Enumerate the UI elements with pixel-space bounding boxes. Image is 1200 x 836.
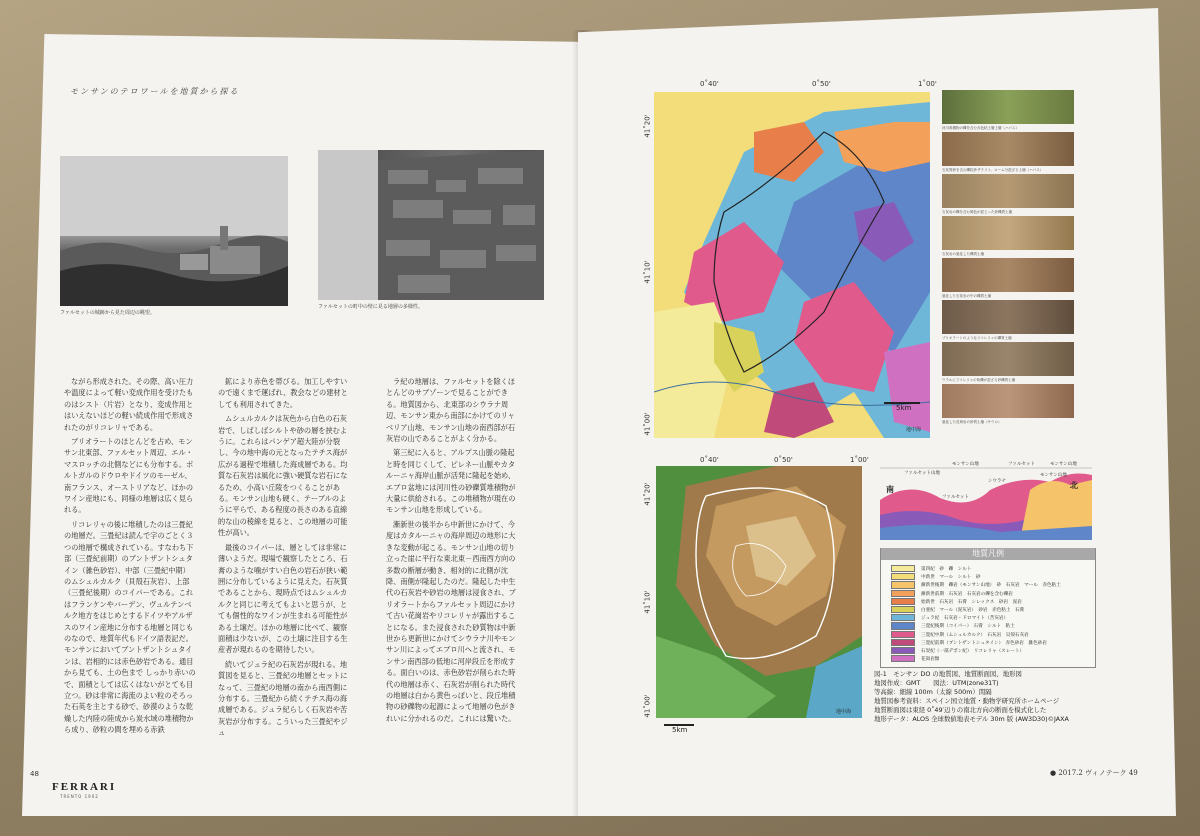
topography-map [656, 466, 862, 718]
legend-label: 中新世 マール シルト 砂 [921, 575, 981, 581]
figure-note: 等高線：細線 100m（太線 500m）間隔 [874, 688, 992, 696]
geo-map-scale-label: 5km [896, 404, 912, 412]
topo-map-scale-label: 5km [672, 726, 688, 734]
legend-item [891, 573, 981, 579]
legend-item [891, 622, 1015, 628]
legend-item [891, 598, 1022, 604]
topo-map-tick-top: 0˚50' [774, 456, 793, 464]
village-photo [60, 156, 288, 306]
geo-map-sea-label: 地中海 [906, 427, 922, 433]
paragraph: 最後のコイパーは、層としては非常に薄いようだ。現場で観察したところ、石膏のような噛がすい白色の岩石が狭い範囲に分布しているように見えた。石灰質であることから、現時点ではムシュルカルクと同じに考えてもよいと思うが、とても個性的なワインが生まれる可能性がある土壌だ。ほかの地層に比べて、観察面積は少ないが、この土壌に注目する生産者が現れるのを期待したい。 [218, 542, 348, 655]
geo-map-tick-top: 0˚40' [700, 80, 719, 88]
soil-photo-caption: ブリオラートのようなリコレリャの礫質土壌 [942, 336, 1012, 340]
topo-map-sea-label: 地中海 [836, 709, 852, 715]
topo-map-tick-side: 41˚10' [643, 590, 652, 614]
geo-map-tick-side: 41˚10' [643, 260, 652, 284]
legend-label: 白亜紀 マール（泥灰岩） 砂岩 赤色粘土 石膏 [921, 608, 1025, 614]
legend-swatch [891, 614, 915, 621]
page-number-left: 48 [30, 770, 39, 778]
soil-photo [942, 174, 1074, 214]
soil-photo-caption: 石灰質砂を含む礫粒砂ザラリト、ローム分混ざる土壌（ハバス） [942, 168, 1044, 172]
castle-wall-photo [318, 150, 544, 300]
figure-note: 地質断面図は東経 0˚49′辺りの南北方向の断面を模式化した [874, 706, 1047, 714]
legend-item [891, 614, 1008, 620]
text-column-3 [386, 376, 518, 727]
figure-note: 図-1 モンサン DO の地質図、地質断面図、地形図 [874, 670, 1022, 678]
soil-photo [942, 258, 1074, 298]
legend-swatch [891, 647, 915, 654]
section-south-label: 南 [886, 485, 894, 494]
legend-title: 地質凡例 [881, 548, 1095, 560]
legend-item [891, 639, 1047, 645]
paragraph: 漸新世の後半から中新世にかけて、今度はカタルーニャの海岸周辺の地形に大きな変動が起こる。モンサン山地の切り立った崖に平行な東北東－西南西方向の多数の断層が動き、相対的に北側が沈降、南側が隆起したのだ。隆起した中生代の石灰岩や砂岩の地層は浸食され、ブリオラートからファルセット周辺にかけて古い花崗岩やリコレリャが露出することになる。また浸食された砂質物は中新世から更新世にかけてシウラナ川やモンサン川によってエブロ川へと流され、モンサン南西部の低地に河岸段丘を形成する。面白いのは、赤色砂岩が削られた時代の地層は赤く、石灰岩が削られた時代の地層は白から黄色っぽいと、段丘堆積物の砂礫物の起源によって地層の色がきれいに分かれるのだ。これには驚いた。 [386, 519, 516, 723]
legend-swatch [891, 639, 915, 646]
soil-photo [942, 384, 1074, 424]
legend-swatch [891, 606, 915, 613]
paragraph: 続いてジュラ紀の石灰岩が現れる。地質図を見ると、三畳紀の地層とセットになって、三畳紀の地層の南から南西側に分布する。三畳紀から続くテチス海の海成層である。ジュラ紀らしく石灰岩や苦灰岩が分布する。こういった三畳紀やジュ [218, 659, 348, 738]
section-mid-label: シウラナ [988, 479, 1006, 484]
legend-item [891, 581, 1061, 587]
legend-swatch [891, 590, 915, 597]
section-mid-label: ファルセット [942, 495, 969, 500]
ferrari-logo-sub: TRENTO 1902 [60, 794, 99, 799]
section-north-label: 北 [1070, 481, 1078, 490]
paragraph: ブリオラートのほとんどを占め、モンサン北東部、ファルセット周辺、エル・マスロッチの北側などにも分布する。ポルトガルのドウロやドイツのモーゼル、南フランス、オーストリアなど、ほかのワイン産地にも、同様の地層は広く見られる。 [64, 437, 194, 515]
legend-label: 漸新世前期 石灰岩 石灰岩の礫を含む礫岩 [921, 591, 1013, 597]
topo-map-tick-top: 1˚00' [850, 456, 869, 464]
legend-item [891, 631, 1029, 637]
soil-photo [942, 300, 1074, 340]
figure-note: 地図作成：GMT 図法：UTM(zone31T) [874, 679, 999, 687]
legend-label: ジュラ紀 石灰岩・ドロマイト（苦灰岩） [921, 616, 1009, 622]
geo-map-tick-top: 0˚50' [812, 80, 831, 88]
geology-map [654, 92, 930, 438]
legend-swatch [891, 655, 915, 662]
legend-label: 第四紀 砂 礫 シルト [921, 567, 972, 573]
text-column-1 [64, 376, 196, 739]
figure-note: 地質図参考資料：スペイン国立地質・動物学研究所ホームページ [874, 697, 1060, 705]
legend-item [891, 590, 1013, 596]
section-mid-label: モンサン山地 [1040, 473, 1067, 478]
soil-photo [942, 132, 1074, 172]
paragraph: ムシュルカルクは灰色から白色の石灰岩で、しばしばシルトや砂の層を挟むように。これらはパンゲア超大陸が分裂し、今の地中海の元となったテチス海が広がる過程で堆積した海成層である。均質な石灰岩は風化に強い硬質な岩石になるため、小高い丘陵をつくることがある。モンサン山地も硬く、テーブルのように平らで、ある程度の長さのある直線的な山の稜線を見ると、この地層の可能性が高い。 [218, 414, 348, 538]
legend-swatch [891, 598, 915, 605]
soil-photo-caption: 石灰岩の礫を含む褐色が混じった砂礫質土壌 [942, 210, 1012, 214]
legend-swatch [891, 573, 915, 580]
legend-swatch [891, 631, 915, 638]
soil-photo [942, 216, 1074, 256]
legend-label: 石炭紀（一部デボン紀） リコレリャ（スレート） [921, 649, 1025, 655]
paragraph: 第三紀に入ると、アルプス山脈の隆起と時を同じくして、ピレネー山脈やカタルーニャ海岸山脈が活発に隆起を始め、エブロ盆地には河川性の砂礫質堆積物が大量に供給される。この堆積物が現在のモンサン山地を形成している。 [386, 448, 516, 515]
legend-swatch [891, 581, 915, 588]
section-left-label: ファルセット山地 [904, 471, 940, 476]
soil-photo-caption: ウラルにフコレリャの角礫が混ざる砂礫質土壌 [942, 378, 1016, 382]
village-photo-caption: ファルセットの城跡から見た周辺の眺望。 [60, 310, 155, 316]
legend-label: 漸新世後期 礫岩（モンサン山地） 砂 石灰岩 マール 赤色粘土 [921, 583, 1061, 589]
ferrari-logo: FERRARI [52, 781, 117, 793]
soil-photo-caption: 石灰岩の風化した礫質土壌 [942, 252, 984, 256]
legend-label: 三畳紀前期（ブントザントシュタイン） 赤色砂岩 雑色砂岩 [921, 640, 1047, 646]
soil-photo-column [942, 90, 1074, 426]
figure-notes [874, 670, 1094, 724]
legend-label: 三畳紀後期（コイパー） 石膏 シルト 粘土 [921, 624, 1015, 630]
article-header: モンサンのテロワールを地質から探る [70, 87, 240, 96]
paragraph: 鉱により赤色を帯びる。加工しやすいので遠くまで運ばれ、教会などの建材としても利用されてきた。 [218, 377, 348, 409]
section-top-label: モンサン山地 [1050, 462, 1077, 467]
geo-map-tick-top: 1˚00' [918, 80, 937, 88]
soil-photo-caption: 風化した石灰岩の中の礫質土壌 [942, 294, 991, 298]
paragraph: ながら形成された。その際、高い圧力や温度によって軽い変成作用を受けたものはシスト（片岩）となり、変成作用とはいえないほどの軽い続成作用で形成されたのがリコレリャである。 [64, 377, 194, 432]
topo-map-tick-top: 0˚40' [700, 456, 719, 464]
paragraph: リコレリャの後に堆積したのは三畳紀の地層だ。三畳紀は読んで字のごとく３つの地層で構成されている。すなわち下部（三畳紀前期）のブントザントシュタイン（雑色砂岩）、中部（三畳紀中期）のムシュルカルク（貝殻石灰岩）、上部（三畳紀後期）のコイパーである。これはフランケンやバーデン、ヴュルテンベルク地方をはじめとするドイツやアルザスのワイン産地に分布する地層と同じものなので、地質年代もドイツ語表記だ。モンサンにおいてブントザントシュタインは、岩相的には赤色砂岩である。通目から見ても、土の色まで しっかり赤いので、面積としては広くはないがとても目立つ。砂は非常に海流のよい粒のそろった石英を主とする砂で、砂漠のような乾燥した内陸の陸成から炭水域の堆積物から成り、砂粒の間を埋める赤鉄 [64, 519, 196, 735]
geology-legend [880, 548, 1096, 668]
geo-map-tick-side: 41˚00' [643, 412, 652, 436]
page-number-right: ● 2017.2 ヴィノテーク 49 [1050, 769, 1138, 777]
soil-photo [942, 90, 1074, 130]
legend-swatch [891, 622, 915, 629]
legend-label: 三畳紀中期（ムシュルカルク） 石灰岩 貝殻石灰岩 [921, 632, 1029, 638]
legend-item [891, 647, 1024, 653]
soil-photo-caption: 河川堆積物の礫を含む赤色粘土層上層（ハバス） [942, 126, 1019, 130]
legend-item [891, 565, 971, 571]
geo-map-tick-side: 41˚20' [643, 114, 652, 138]
legend-item [891, 606, 1024, 612]
figure-note: 地形データ：ALOS 全球数値地表モデル 30m 版 (AW3D30)©JAXA [874, 715, 1069, 723]
section-top-label: モンサン山地 [952, 462, 979, 467]
soil-photo [942, 342, 1074, 382]
paragraph: ラ紀の地層は、ファルセットを除くほとんどのサブゾーンで見ることができる。地質図から、北東部のシウラナ周辺、モンサン東から南部にかけてのリャベリア山地、モンサン山地の南西部が石灰岩の山であることがよく分かる。 [386, 377, 516, 444]
topo-map-tick-side: 41˚20' [643, 482, 652, 506]
wall-photo-caption: ファルセットの町中の壁に見る地層の多様性。 [318, 304, 423, 310]
topo-map-tick-side: 41˚00' [643, 694, 652, 718]
legend-swatch [891, 565, 915, 572]
legend-label: 花崗岩類 [921, 657, 940, 663]
text-column-2 [218, 376, 350, 742]
section-top-label: ファルセット [1008, 462, 1035, 467]
soil-photo-caption: 風化した花崗岩の砂質土壌（サウロ） [942, 420, 1002, 424]
legend-item [891, 655, 939, 661]
legend-label: 始新世 石灰岩 石膏 シレックス 砂岩 泥岩 [921, 599, 1022, 605]
